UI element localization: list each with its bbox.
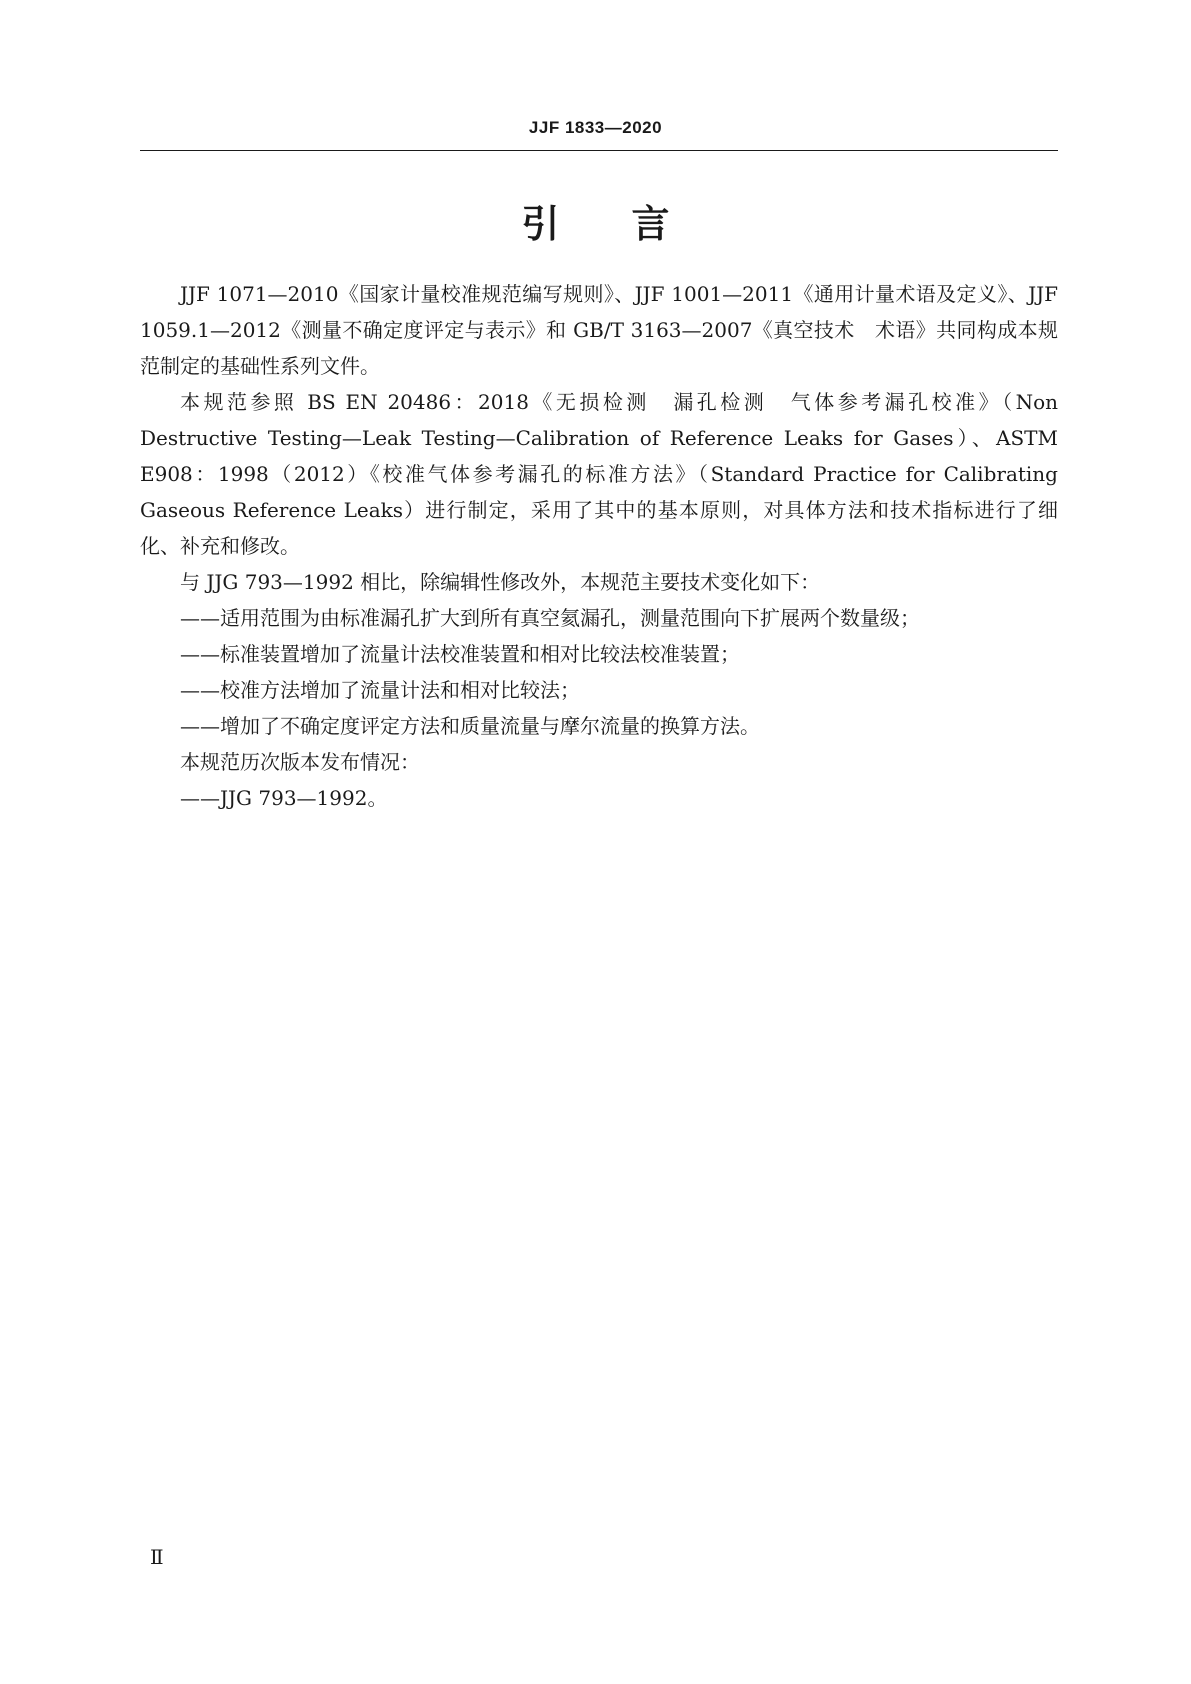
- standard-code-header: JJF 1833—2020: [528, 118, 663, 137]
- paragraph-changes-intro: 与 JJG 793—1992 相比，除编辑性修改外，本规范主要技术变化如下：: [180, 570, 821, 594]
- paragraph-base-documents: JJF 1071—2010《国家计量校准规范编写规则》、JJF 1001—2011《通用计量术语及定义》、JJF 1059.1—2012《测量不确定度评定与表示》和 GB/T 3163—2007《真空技术 术语》共同构成本规范制定的基础性系列文件。: [140, 282, 1058, 378]
- page-number: Ⅱ: [150, 1547, 164, 1569]
- change-item-calibration-method: ——校准方法增加了流量计法和相对比较法；: [180, 678, 580, 702]
- version-history-item: ——JJG 793—1992。: [180, 786, 388, 810]
- change-item-uncertainty: ——增加了不确定度评定方法和质量流量与摩尔流量的换算方法。: [180, 714, 760, 738]
- change-item-scope: ——适用范围为由标准漏孔扩大到所有真空氦漏孔，测量范围向下扩展两个数量级；: [180, 606, 920, 630]
- header-divider: [140, 150, 1058, 151]
- paragraph-references: 本规范参照 BS EN 20486：2018《无损检测 漏孔检测 气体参考漏孔校准》（Non Destructive Testing—Leak Testing—Calibration of Reference Leaks for Gases）、ASTM E908：1998（2012）《校准气体参考漏孔的标准方法》（Standard Practice for Calibrating Gaseous Reference Leaks）进行制定，采用了其中的基本原则，对具体方法和技术指标进行了细化、补充和修改。: [140, 390, 1058, 558]
- change-item-standard-device: ——标准装置增加了流量计法校准装置和相对比较法校准装置；: [180, 642, 740, 666]
- paragraph-version-history: 本规范历次版本发布情况：: [180, 750, 420, 774]
- introduction-body: [140, 276, 1058, 816]
- page-title: 引言: [521, 202, 742, 246]
